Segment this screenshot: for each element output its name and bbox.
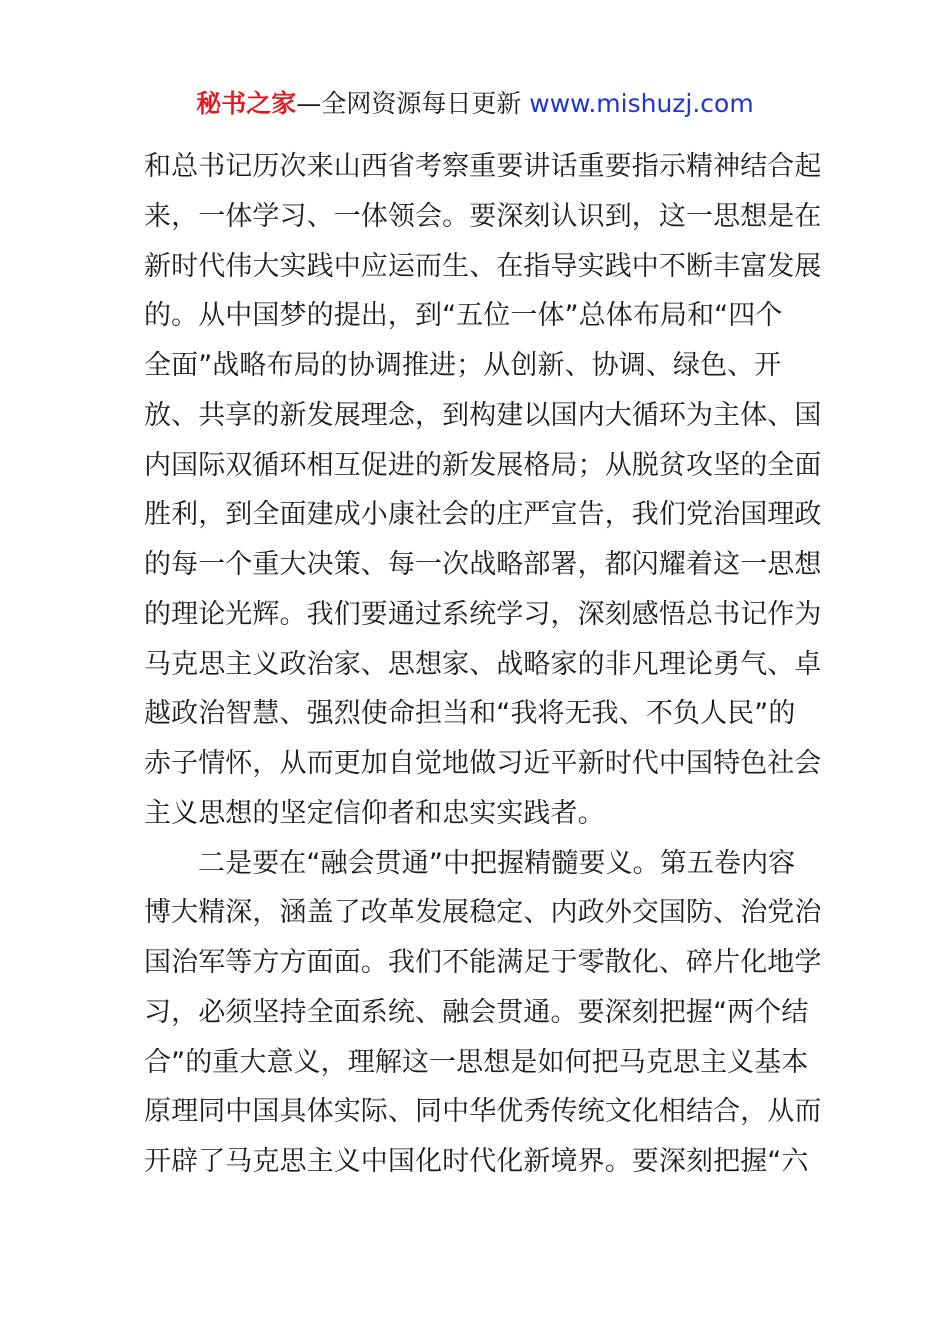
text-line: 国治军等方方面面。我们不能满足于零散化、碎片化地学 — [144, 947, 822, 978]
text-line: 的每一个重大决策、每一次战略部署，都闪耀着这一思想 — [144, 549, 822, 580]
text-line: 赤子情怀，从而更加自觉地做习近平新时代中国特色社会 — [144, 748, 822, 779]
text-line: 开辟了马克思主义中国化时代化新境界。要深刻把握“六 — [144, 1146, 809, 1177]
paragraph-first-line: 二是要在“融会贯通”中把握精髓要义。第五卷内容 — [198, 847, 796, 879]
text-line: 胜利，到全面建成小康社会的庄严宣告，我们党治国理政 — [144, 499, 822, 531]
text-line: 和总书记历次来山西省考察重要讲话重要指示精神结合起 — [144, 151, 822, 182]
text-line: 马克思主义政治家、思想家、战略家的非凡理论勇气、卓 — [144, 648, 822, 680]
site-header — [0, 86, 950, 122]
text-line: 博大精深，涵盖了改革发展稳定、内政外交国防、治党治 — [144, 897, 822, 929]
text-line: 的。从中国梦的提出，到“五位一体”总体布局和“四个 — [144, 300, 783, 332]
site-url-link[interactable]: www.mishuzj.com — [529, 89, 754, 118]
text-line: 的理论光辉。我们要通过系统学习，深刻感悟总书记作为 — [144, 598, 822, 630]
text-line: 新时代伟大实践中应运而生、在指导实践中不断丰富发展 — [144, 250, 822, 282]
site-tagline: —全网资源每日更新 — [296, 89, 522, 118]
text-line: 主义思想的坚定信仰者和忠实实践者。 — [144, 797, 605, 829]
site-brand: 秘书之家 — [196, 89, 297, 118]
document-body — [144, 142, 824, 1187]
text-line: 全面”战略布局的协调推进；从创新、协调、绿色、开 — [144, 350, 782, 381]
text-line: 来，一体学习、一体领会。要深刻认识到，这一思想是在 — [144, 200, 822, 232]
text-line: 原理同中国具体实际、同中华优秀传统文化相结合，从而 — [144, 1096, 822, 1128]
text-line: 放、共享的新发展理念，到构建以国内大循环为主体、国 — [144, 399, 822, 431]
text-line: 习，必须坚持全面系统、融会贯通。要深刻把握“两个结 — [144, 996, 809, 1028]
text-line: 越政治智慧、强烈使命担当和“我将无我、不负人民”的 — [144, 698, 796, 730]
text-line: 内国际双循环相互促进的新发展格局；从脱贫攻坚的全面 — [144, 449, 822, 481]
text-line: 合”的重大意义，理解这一思想是如何把马克思主义基本 — [144, 1046, 809, 1078]
